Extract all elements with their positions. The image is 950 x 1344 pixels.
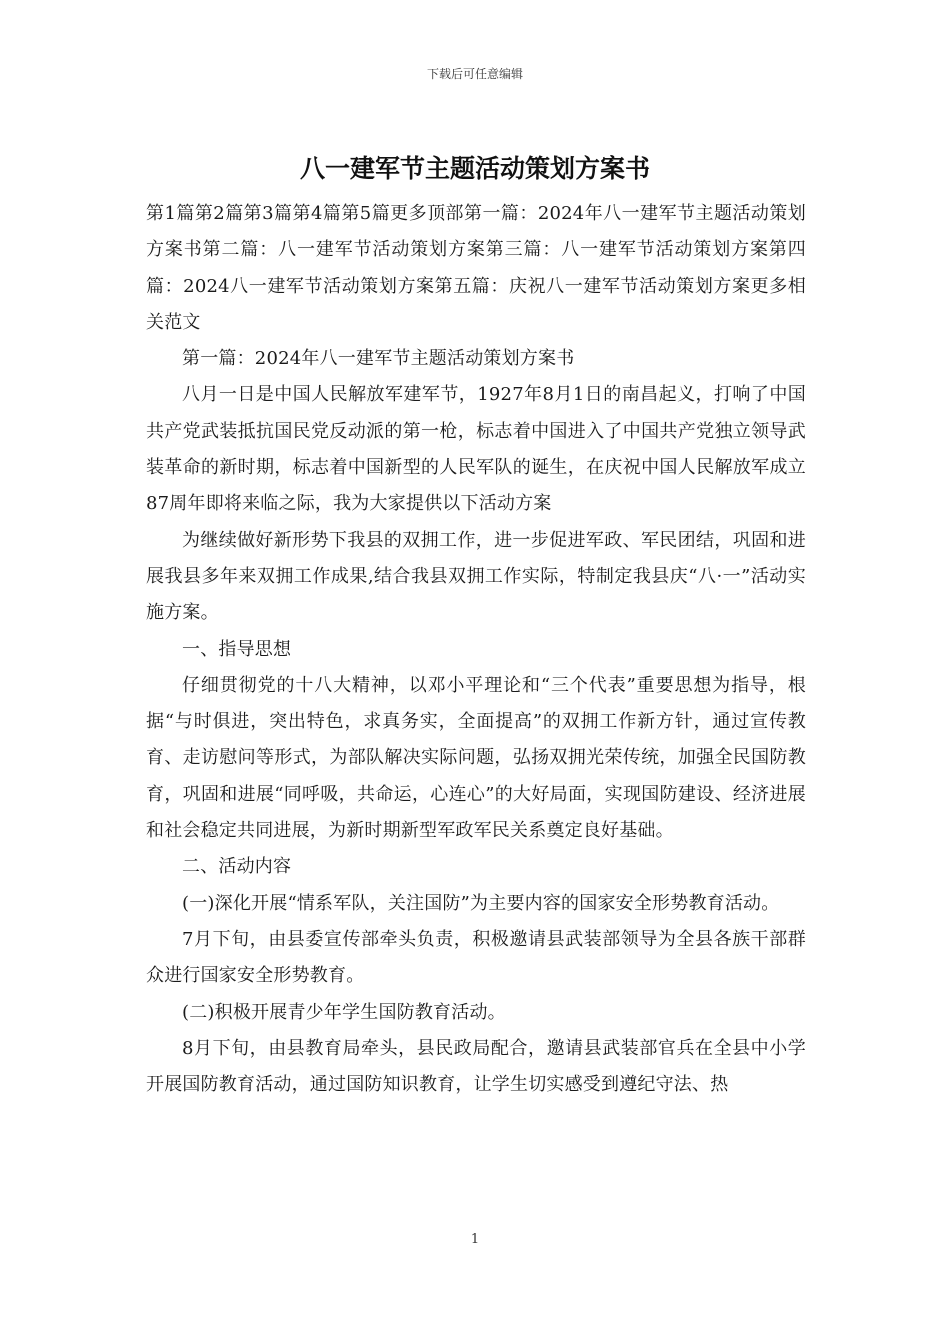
section-heading-activity-content: 二、活动内容 (182, 856, 292, 878)
document-body (146, 196, 806, 1103)
body-paragraph: 7月下旬，由县委宣传部牵头负责，积极邀请县武装部领导为全县各族干部群众进行国家安全形势教育。 (146, 928, 806, 987)
body-paragraph: 8月下旬，由县教育局牵头，县民政局配合，邀请县武装部官兵在全县中小学开展国防教育活动，通过国防知识教育，让学生切实感受到遵纪守法、热 (146, 1037, 806, 1096)
section-heading-guiding-ideology: 一、指导思想 (182, 638, 292, 660)
body-paragraph: 八月一日是中国人民解放军建军节，1927年8月1日的南昌起义，打响了中国共产党武装抵抗国民党反动派的第一枪，标志着中国进入了中国共产党独立领导武装革命的新时期，标志着中国新型的人民军队的诞生，在庆祝中国人民解放军成立87周年即将来临之际，我为大家提供以下活动方案 (146, 384, 806, 515)
document-title: 八一建军节主题活动策划方案书 (299, 154, 650, 183)
activity-item-heading: (二)积极开展青少年学生国防教育活动。 (182, 1001, 506, 1023)
page-header: 下载后可任意编辑 (426, 67, 523, 81)
body-paragraph: 为继续做好新形势下我县的双拥工作，进一步促进军政、军民团结，巩固和进展我县多年来双拥工作成果,结合我县双拥工作实际，特制定我县庆“八·一”活动实施方案。 (146, 529, 806, 624)
body-paragraph: 仔细贯彻党的十八大精神，以邓小平理论和“三个代表”重要思想为指导，根据“与时俱进，突出特色，求真务实，全面提高”的双拥工作新方针，通过宣传教育、走访慰问等形式，为部队解决实际问题，弘扬双拥光荣传统，加强全民国防教育，巩固和进展“同呼吸，共命运，心连心”的大好局面，实现国防建设、经济进展和社会稳定共同进展，为新时期新型军政军民关系奠定良好基础。 (146, 674, 806, 842)
table-of-contents-paragraph: 第1篇第2篇第3篇第4篇第5篇更多顶部第一篇：2024年八一建军节主题活动策划方案书第二篇：八一建军节活动策划方案第三篇：八一建军节活动策划方案第四篇：2024八一建军节活动策划方案第五篇：庆祝八一建军节活动策划方案更多相关范文 (146, 203, 806, 333)
section-heading-part-one: 第一篇：2024年八一建军节主题活动策划方案书 (182, 348, 575, 370)
page-number: 1 (470, 1232, 480, 1247)
activity-item-heading: (一)深化开展“情系军队，关注国防”为主要内容的国家安全形势教育活动。 (182, 892, 780, 914)
